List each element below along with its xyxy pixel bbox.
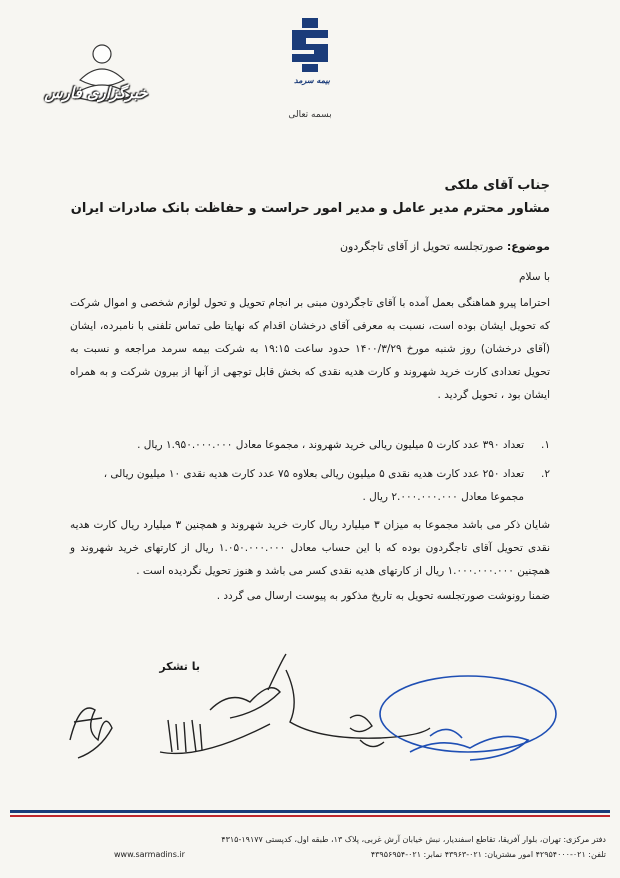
list-item [90,463,550,509]
signatures-area [0,640,620,800]
signature-3 [286,670,430,747]
footer-rule-red [10,815,610,817]
watermark-text: خبرگزاری فارس [44,84,148,102]
addressee-block [70,178,550,216]
list-item-number: ۲. [541,468,550,480]
footer-address: دفتر مرکزی: تهران، بلوار آفریقا، تقاطع اسفندیار، نبش خیابان آرش غربی، پلاک ۱۳، طبقه اول، کدپستی ۱۹۱۷۷-۴۳۱۵ [221,835,606,844]
body-paragraph-1: احتراما پیرو هماهنگی بعمل آمده با آقای تاجگردون مبنی بر انجام تحویل و تحول لوازم شخصی و اموال شرکت که تحویل ایشان بوده است، نسبت به معرفی آقای درخشان اقدام که نهایتا طی تماس تلفنی با نامبرده، ایشان (آقای درخشان) روز شنبه مورخ ۱۴۰۰/۳/۲۹ حدود ساعت ۱۹:۱۵ به شرکت بیمه سرمد مراجعه و نسبت به تحویل تعدادی کارت خرید شهروند و کارت هدیه نقدی که بخش قابل توجهی از آنها از بیرون شرکت و به همراه ایشان بود ، تحویل گردید . [70,297,550,401]
fars-news-watermark-logo [40,40,160,120]
logo-wordmark: بیمه سرمد [294,76,330,85]
items-list [90,434,550,509]
letterhead-footer [14,832,606,862]
list-item-number: ۱. [541,439,550,451]
body-paragraph-2: شایان ذکر می باشد مجموعا به میزان ۳ میلیارد ریال کارت خرید شهروند و همچنین ۳ میلیارد ریال کارت هدیه نقدی تحویل آقای تاجگردون بوده که با این حساب معادل ۱.۰۵۰.۰۰۰.۰۰۰ ریال از کارتهای خرید شهروند و همچنین ۱.۰۰۰.۰۰۰.۰۰۰ ریال از کارتهای هدیه نقدی کسر می باشد و هنوز تحویل نگردیده است . [70,519,550,577]
signature-1 [70,708,112,758]
list-item-text: تعداد ۲۵۰ عدد کارت هدیه نقدی ۵ میلیون ریالی بعلاوه ۷۵ عدد کارت هدیه نقدی ۱۰ میلیون ریالی ، مجموعا معادل ۲.۰۰۰.۰۰۰.۰۰۰ ریال . [103,468,524,503]
greeting: با سلام [518,271,550,283]
footer-rule-blue [10,810,610,813]
body-paragraph-block [70,292,550,407]
sarmad-insurance-logo [288,16,332,74]
body-paragraph-block-2 [70,514,550,608]
subject-label: موضوع: [506,240,550,253]
closing-thanks: با تشکر [159,660,200,673]
subject-text: صورتجلسه تحویل از آقای تاجگردون [339,240,504,253]
addressee-title: مشاور محترم مدیر عامل و مدیر امور حراست و حفاظت بانک صادرات ایران [70,201,550,216]
footer-website: www.sarmadins.ir [114,850,185,859]
list-item [90,434,550,457]
addressee-name: جناب آقای ملکی [444,178,550,193]
list-item-text: تعداد ۳۹۰ عدد کارت ۵ میلیون ریالی خرید شهروند ، مجموعا معادل ۱.۹۵۰.۰۰۰.۰۰۰ ریال . [137,439,524,451]
bismillah-heading: بسمه تعالی [288,110,332,120]
signature-2 [160,654,286,753]
subject-line [70,240,550,253]
signature-4-blue [380,676,556,760]
footer-phones: تلفن: ۰۲۱-۴۲۹۵۴۰۰۰ امور مشتریان: ۰۲۱-۴۳۹۶۳ نمابر: ۰۲۱-۴۳۹۵۶۹۵۴ [370,850,606,859]
body-paragraph-3: ضمنا رونوشت صورتجلسه تحویل به تاریخ مذکور به پیوست ارسال می گردد . [216,590,550,602]
